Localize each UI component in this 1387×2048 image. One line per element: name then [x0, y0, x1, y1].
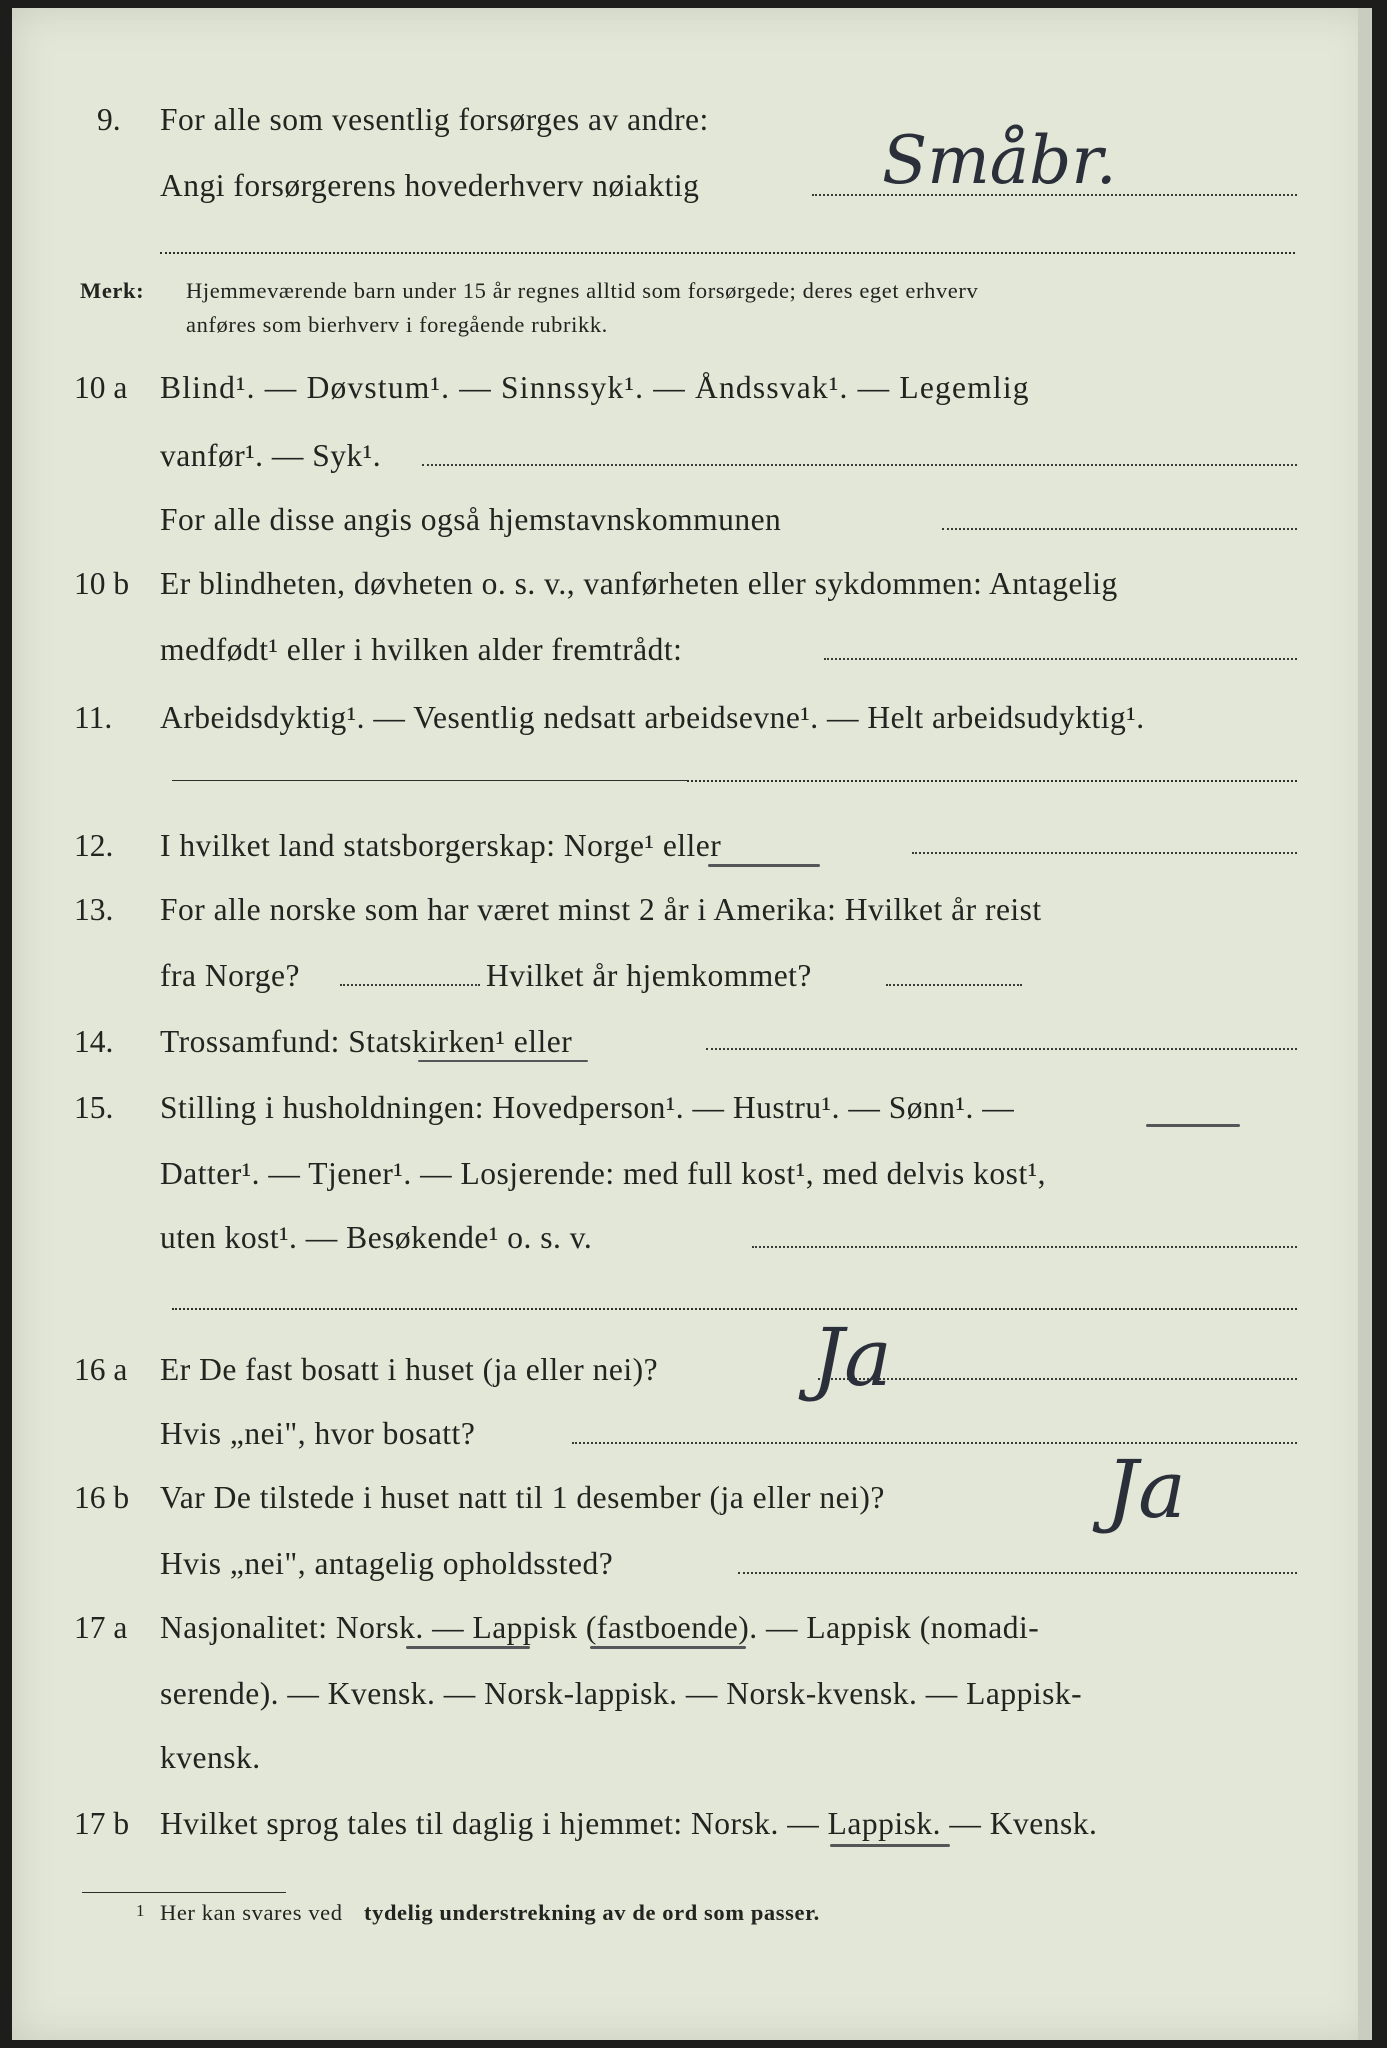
census-form-page [12, 8, 1372, 2040]
q17a-line1: Nasjonalitet: Norsk. — Lappisk (fastboende). — Lappisk (nomadi- [160, 1610, 1040, 1645]
q10a-line3: For alle disse angis også hjemstavnskommunen [160, 502, 782, 537]
q13-dotted-field-2 [886, 984, 1022, 986]
q17b-number: 17 b [74, 1806, 130, 1841]
q15-line1: Stilling i husholdningen: Hovedperson¹. — Hustru¹. — Sønn¹. — [160, 1090, 1015, 1125]
q16a-dotted-field-2 [572, 1442, 1297, 1444]
q15-line2: Datter¹. — Tjener¹. — Losjerende: med full kost¹, med delvis kost¹, [160, 1156, 1047, 1191]
q9-line2: Angi forsørgerens hovederhverv nøiaktig [160, 168, 700, 203]
q10b-line2: medfødt¹ eller i hvilken alder fremtrådt: [160, 632, 683, 667]
q14-number: 14. [74, 1024, 114, 1059]
q15-sonn-underline [1146, 1124, 1240, 1127]
q17a-number: 17 a [74, 1610, 128, 1645]
q16b-handwritten-answer: Ja [1106, 1443, 1186, 1536]
q10b-dotted-field [824, 658, 1297, 660]
q13-line1: For alle norske som har været minst 2 år i Amerika: Hvilket år reist [160, 892, 1042, 927]
q9-extra-dotted-line [160, 252, 1295, 254]
q9-line1: For alle som vesentlig forsørges av andre: [160, 102, 709, 137]
q11-number: 11. [74, 700, 113, 735]
q13-dotted-field-1 [340, 984, 480, 986]
q16a-number: 16 a [74, 1352, 128, 1387]
q13-number: 13. [74, 892, 114, 927]
q16a-line2: Hvis „nei", hvor bosatt? [160, 1416, 476, 1451]
merk-line2: anføres som bierhverv i foregående rubrikk. [186, 312, 608, 337]
q10b-number: 10 b [74, 566, 130, 601]
q10a-dotted-field-2 [942, 528, 1297, 530]
q17b-line1: Hvilket sprog tales til daglig i hjemmet: Norsk. — Lappisk. — Kvensk. [160, 1806, 1098, 1841]
q11-separator-dotted [687, 780, 1297, 782]
q17a-line3: kvensk. [160, 1740, 261, 1775]
footnote-rule [82, 1892, 286, 1893]
q17b-norsk-underline [830, 1844, 950, 1847]
q14-dotted-field [706, 1048, 1297, 1050]
q11-separator-solid [172, 780, 687, 781]
q10a-line2: vanfør¹. — Syk¹. [160, 438, 382, 473]
q10a-number: 10 a [74, 370, 128, 405]
q13-line2a: fra Norge? [160, 958, 300, 993]
q15-line3: uten kost¹. — Besøkende¹ o. s. v. [160, 1220, 593, 1255]
q11-line1: Arbeidsdyktig¹. — Vesentlig nedsatt arbeidsevne¹. — Helt arbeidsudyktig¹. [160, 700, 1145, 735]
q13-line2b: Hvilket år hjemkommet? [486, 958, 812, 993]
q16b-line2: Hvis „nei", antagelig opholdssted? [160, 1546, 614, 1581]
q16a-handwritten-answer: Ja [812, 1311, 892, 1404]
merk-line1: Hjemmeværende barn under 15 år regnes alltid som forsørgede; deres eget erhverv [186, 278, 979, 303]
q14-line1: Trossamfund: Statskirken¹ eller [160, 1024, 573, 1059]
q10b-line1: Er blindheten, døvheten o. s. v., vanførheten eller sykdommen: Antagelig [160, 566, 1118, 601]
q10a-dotted-field-1 [422, 464, 1297, 466]
q10a-line1: Blind¹. — Døvstum¹. — Sinnssyk¹. — Åndssvak¹. — Legemlig [160, 370, 1030, 405]
q12-norge-underline [708, 864, 820, 867]
q17a-line2: serende). — Kvensk. — Norsk-lappisk. — Norsk-kvensk. — Lappisk- [160, 1676, 1083, 1711]
q16b-dotted-field [738, 1572, 1297, 1574]
q16b-number: 16 b [74, 1480, 130, 1515]
q17a-lappisk-underline [590, 1646, 746, 1649]
footnote-bold-text: tydelig understrekning av de ord som passer. [364, 1900, 820, 1925]
q12-dotted-field [912, 852, 1297, 854]
q12-number: 12. [74, 828, 114, 863]
footnote-plain-text: Her kan svares ved [160, 1900, 343, 1925]
q17a-norsk-underline [406, 1646, 530, 1649]
footnote-mark: 1 [136, 1901, 146, 1920]
q15-dotted-field [752, 1246, 1297, 1248]
q16b-line1: Var De tilstede i huset natt til 1 desember (ja eller nei)? [160, 1480, 885, 1515]
q15-number: 15. [74, 1090, 114, 1125]
q15-extra-dotted-line [172, 1308, 1297, 1310]
q9-handwritten-answer: Småbr. [882, 122, 1117, 199]
q9-number: 9. [97, 102, 121, 137]
q12-line1: I hvilket land statsborgerskap: Norge¹ eller [160, 828, 722, 863]
q14-statskirken-underline [418, 1060, 588, 1062]
merk-label: Merk: [80, 278, 145, 303]
q16a-line1: Er De fast bosatt i huset (ja eller nei)? [160, 1352, 659, 1387]
